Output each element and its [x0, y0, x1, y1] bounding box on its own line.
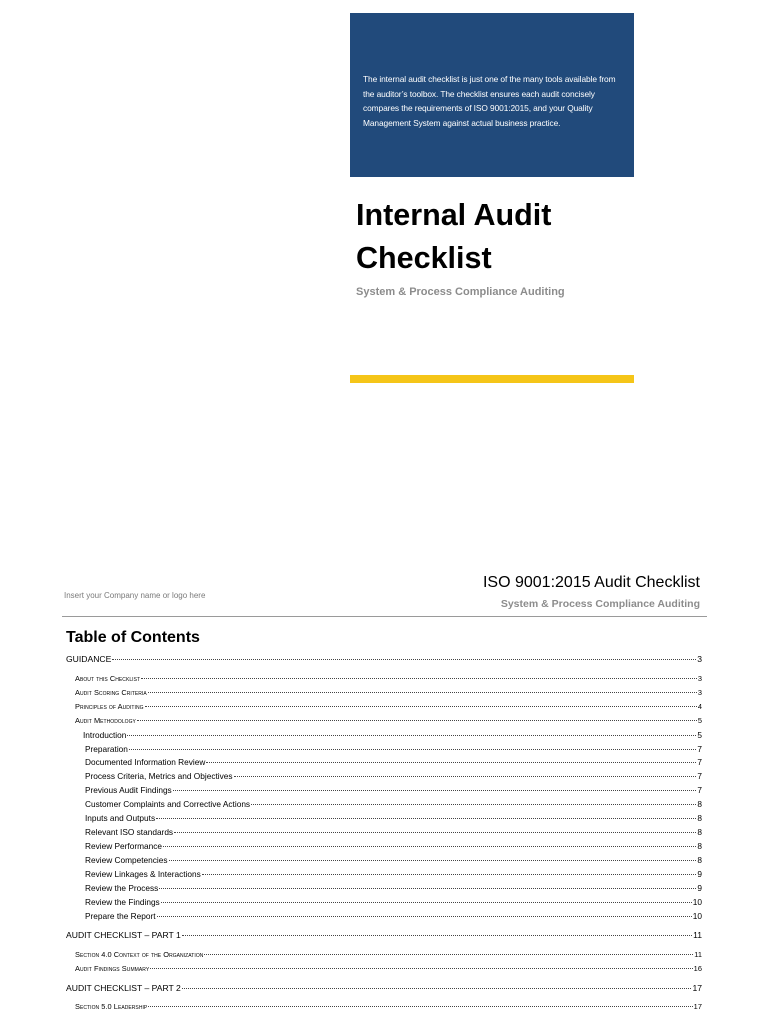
- toc-dot-leader: [145, 706, 697, 707]
- toc-entry[interactable]: [85, 911, 702, 921]
- toc-dot-leader: [182, 988, 692, 989]
- toc-entry[interactable]: [85, 813, 702, 823]
- toc-entry[interactable]: [85, 827, 702, 837]
- toc-entry-label: Section 4.0 Context of the Organization: [75, 950, 204, 959]
- toc-dot-leader: [182, 935, 692, 936]
- toc-entry-page: 9: [697, 883, 702, 893]
- toc-entry[interactable]: [75, 688, 702, 697]
- toc-entry[interactable]: [75, 716, 702, 725]
- company-placeholder: Insert your Company name or logo here: [64, 591, 206, 600]
- toc-entry[interactable]: [85, 869, 702, 879]
- toc-entry[interactable]: [75, 702, 702, 711]
- toc-entry-label: Review Linkages & Interactions: [85, 869, 201, 879]
- toc-entry-label: Audit Methodology: [75, 716, 136, 725]
- toc-entry-label: Prepare the Report: [85, 911, 156, 921]
- toc-entry-label: AUDIT CHECKLIST – PART 2: [66, 983, 181, 993]
- toc-entry-page: 5: [697, 716, 702, 725]
- toc-entry[interactable]: [85, 841, 702, 851]
- toc-dot-leader: [137, 720, 697, 721]
- toc-dot-leader: [234, 776, 697, 777]
- toc-entry-page: 4: [697, 702, 702, 711]
- toc-heading: Table of Contents: [66, 629, 200, 646]
- toc-entry-page: 3: [697, 688, 702, 697]
- toc-entry[interactable]: [75, 1002, 702, 1011]
- toc-entry-label: Process Criteria, Metrics and Objectives: [85, 771, 233, 781]
- toc-entry-label: GUIDANCE: [66, 654, 112, 664]
- cover-title: [356, 194, 676, 280]
- header-subtitle: System & Process Compliance Auditing: [500, 598, 700, 610]
- toc-entry[interactable]: [75, 674, 702, 683]
- toc-entry-page: 3: [697, 674, 702, 683]
- toc-entry-page: 8: [697, 855, 702, 865]
- toc-entry-label: Review the Process: [85, 883, 159, 893]
- toc-entry[interactable]: [85, 897, 702, 907]
- toc-entry-label: About this Checklist: [75, 674, 141, 683]
- toc-entry-page: 9: [697, 869, 702, 879]
- cover-title-line1: Internal Audit: [356, 198, 552, 232]
- header-title: ISO 9001:2015 Audit Checklist: [482, 574, 700, 591]
- toc-entry-label: Relevant ISO standards: [85, 827, 174, 837]
- toc-entry[interactable]: [66, 983, 702, 993]
- toc-dot-leader: [148, 1006, 692, 1007]
- toc-entry-label: Review Performance: [85, 841, 163, 851]
- toc-dot-leader: [148, 692, 697, 693]
- toc-entry-label: Preparation: [85, 744, 128, 754]
- toc-dot-leader: [174, 832, 696, 833]
- toc-entry-page: 7: [697, 744, 702, 754]
- cover-intro-text: The internal audit checklist is just one of the many tools available from the auditor’s toolbox. The checklist ensures each audit concisely compares the requirements of ISO 9001:2015, and your Quality Management System against actual business practice.: [363, 74, 616, 128]
- toc-entry-page: 7: [697, 757, 702, 767]
- toc-entry-label: Inputs and Outputs: [85, 813, 156, 823]
- toc-entry[interactable]: [85, 799, 702, 809]
- toc-entry[interactable]: [85, 855, 702, 865]
- toc-dot-leader: [157, 916, 692, 917]
- toc-entry-page: 5: [697, 730, 702, 740]
- toc-entry[interactable]: [83, 730, 702, 740]
- toc-entry[interactable]: [85, 785, 702, 795]
- toc-entry-label: Previous Audit Findings: [85, 785, 172, 795]
- toc-dot-leader: [169, 860, 697, 861]
- toc-entry-page: 10: [692, 911, 702, 921]
- toc-entry-label: AUDIT CHECKLIST – PART 1: [66, 930, 181, 940]
- toc-dot-leader: [129, 749, 696, 750]
- toc-entry-page: 3: [697, 654, 702, 664]
- toc-entry[interactable]: [85, 883, 702, 893]
- toc-entry-page: 11: [693, 930, 702, 940]
- toc-entry-page: 8: [697, 799, 702, 809]
- header-divider: [62, 616, 707, 617]
- toc-dot-leader: [163, 846, 696, 847]
- cover-title-line2: Checklist: [356, 241, 492, 275]
- toc-dot-leader: [173, 790, 697, 791]
- toc-entry-page: 7: [697, 771, 702, 781]
- toc-entry[interactable]: [85, 744, 702, 754]
- cover-intro-box: [350, 13, 634, 177]
- toc-dot-leader: [206, 762, 696, 763]
- toc-entry[interactable]: [66, 930, 702, 940]
- toc-entry[interactable]: [85, 771, 702, 781]
- toc-dot-leader: [202, 874, 697, 875]
- toc-dot-leader: [159, 888, 696, 889]
- toc-dot-leader: [161, 902, 692, 903]
- toc-entry-page: 17: [693, 1002, 702, 1011]
- toc-entry-label: Documented Information Review: [85, 757, 206, 767]
- toc-entry-page: 17: [692, 983, 702, 993]
- toc-entry-page: 16: [693, 964, 702, 973]
- toc-dot-leader: [204, 954, 693, 955]
- toc-dot-leader: [141, 678, 697, 679]
- toc-entry-label: Review the Findings: [85, 897, 160, 907]
- toc-entry-page: 8: [697, 841, 702, 851]
- toc-entry-label: Section 5.0 Leadership: [75, 1002, 148, 1011]
- toc-dot-leader: [112, 659, 696, 660]
- toc-entry[interactable]: [75, 964, 702, 973]
- toc-entry-page: 8: [697, 813, 702, 823]
- toc-entry-label: Audit Findings Summary: [75, 964, 150, 973]
- toc-entry-page: 10: [692, 897, 702, 907]
- toc-entry-page: 11: [694, 950, 702, 959]
- toc-entry-page: 7: [697, 785, 702, 795]
- toc-entry[interactable]: [75, 950, 702, 959]
- toc-entry[interactable]: [66, 654, 702, 664]
- toc-entry[interactable]: [85, 757, 702, 767]
- toc-dot-leader: [127, 735, 696, 736]
- toc-entry-page: 8: [697, 827, 702, 837]
- cover-subtitle: System & Process Compliance Auditing: [356, 286, 565, 298]
- toc-dot-leader: [150, 968, 692, 969]
- toc-dot-leader: [156, 818, 696, 819]
- toc-entry-label: Introduction: [83, 730, 127, 740]
- toc-entry-label: Customer Complaints and Corrective Actions: [85, 799, 251, 809]
- toc-entry-label: Review Competencies: [85, 855, 168, 865]
- toc-dot-leader: [251, 804, 696, 805]
- toc-entry-label: Principles of Auditing: [75, 702, 144, 711]
- toc-entry-label: Audit Scoring Criteria: [75, 688, 147, 697]
- cover-accent-bar: [350, 375, 634, 383]
